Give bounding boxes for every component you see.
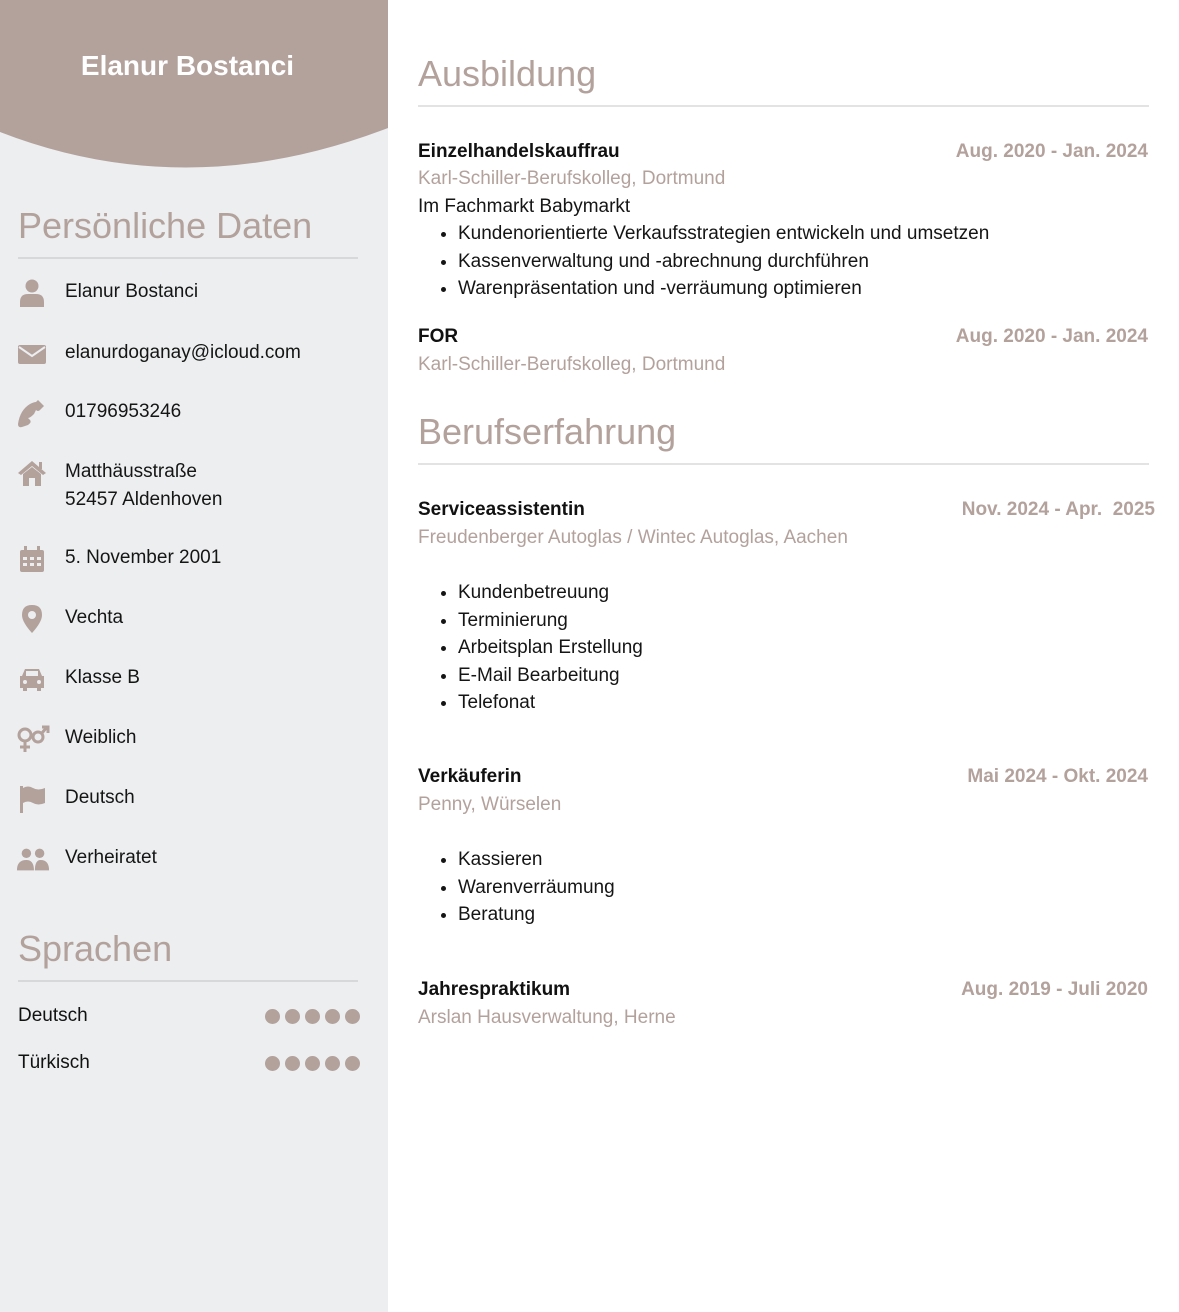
personal-gender-text: Weiblich	[65, 727, 137, 748]
experience-entry-place: Arslan Hausverwaltung, Herne	[418, 1007, 676, 1028]
personal-license-text: Klasse B	[65, 667, 140, 688]
education-divider	[418, 105, 1149, 107]
education-entry-date: Aug. 2020 - Jan. 2024	[955, 141, 1148, 162]
personal-address-text	[65, 458, 222, 514]
flag-icon	[16, 784, 50, 814]
personal-item-marital	[16, 844, 376, 874]
address-city: 52457 Aldenhoven	[65, 489, 223, 510]
level-dot	[305, 1056, 320, 1071]
envelope-icon	[16, 339, 50, 369]
personal-item-name	[16, 278, 376, 308]
experience-entry-title: Serviceassistentin	[418, 499, 585, 520]
header-name: Elanur Bostanci	[80, 50, 295, 81]
header-banner	[0, 0, 388, 168]
education-entry-title: FOR	[418, 326, 459, 347]
language-level-dots	[265, 1056, 360, 1071]
list-item: • Kundenorientierte Verkaufsstrategien entwickeln und umsetzen	[458, 220, 989, 248]
list-item: • Kassenverwaltung und -abrechnung durchführen	[458, 248, 989, 276]
experience-entry-bullets	[418, 579, 643, 717]
experience-heading: Berufserfahrung	[418, 411, 677, 452]
list-item: • Beratung	[458, 901, 615, 929]
experience-entry-title: Jahrespraktikum	[418, 979, 571, 1000]
level-dot	[345, 1009, 360, 1024]
list-item: • Kundenbetreuung	[458, 579, 643, 607]
personal-marital-text: Verheiratet	[65, 847, 157, 868]
level-dot	[265, 1009, 280, 1024]
personal-nationality-text: Deutsch	[65, 787, 135, 808]
education-entry-title: Einzelhandelskauffrau	[418, 141, 620, 162]
languages-divider	[18, 980, 358, 982]
level-dot	[345, 1056, 360, 1071]
personal-data-divider	[18, 257, 358, 259]
experience-entry-place: Penny, Würselen	[418, 794, 562, 815]
personal-name-text: Elanur Bostanci	[65, 281, 199, 302]
address-street: Matthäusstraße	[65, 461, 197, 482]
list-item: • Warenverräumung	[458, 874, 615, 902]
education-entry-place: Karl-Schiller-Berufskolleg, Dortmund	[418, 168, 726, 189]
personal-item-license	[16, 664, 376, 694]
list-item: • Warenpräsentation und -verräumung optimieren	[458, 275, 989, 303]
education-entry-description: Im Fachmarkt Babymarkt	[418, 196, 631, 217]
sidebar	[0, 0, 388, 1312]
map-pin-icon	[16, 604, 50, 634]
personal-item-address	[16, 458, 376, 514]
experience-entry-date: Nov. 2024 - Apr. 2025	[961, 499, 1155, 520]
phone-icon	[16, 398, 50, 428]
education-entry-bullets	[418, 220, 989, 303]
personal-birthdate-text: 5. November 2001	[65, 547, 222, 568]
personal-data-heading: Persönliche Daten	[18, 205, 313, 246]
calendar-icon	[16, 544, 50, 574]
language-level-dots	[265, 1009, 360, 1024]
education-entry-place: Karl-Schiller-Berufskolleg, Dortmund	[418, 354, 726, 375]
level-dot	[305, 1009, 320, 1024]
person-icon	[16, 278, 50, 308]
personal-item-birthplace	[16, 604, 376, 634]
experience-entry-bullets	[418, 846, 615, 929]
list-item: • Kassieren	[458, 846, 615, 874]
experience-entry-title: Verkäuferin	[418, 766, 522, 787]
gender-icon	[16, 724, 50, 754]
experience-entry-date: Aug. 2019 - Juli 2020	[961, 979, 1148, 1000]
education-entry-date: Aug. 2020 - Jan. 2024	[955, 326, 1148, 347]
experience-entry-date: Mai 2024 - Okt. 2024	[967, 766, 1148, 787]
personal-item-phone	[16, 398, 376, 428]
home-icon	[16, 458, 50, 488]
personal-item-gender	[16, 724, 376, 754]
car-icon	[16, 664, 50, 694]
list-item: • E-Mail Bearbeitung	[458, 662, 643, 690]
experience-entry-place: Freudenberger Autoglas / Wintec Autoglas, Aachen	[418, 527, 848, 548]
level-dot	[325, 1009, 340, 1024]
education-heading: Ausbildung	[418, 53, 597, 94]
personal-phone-text: 01796953246	[65, 401, 182, 422]
personal-item-nationality	[16, 784, 376, 814]
experience-divider	[418, 463, 1149, 465]
level-dot	[265, 1056, 280, 1071]
level-dot	[325, 1056, 340, 1071]
level-dot	[285, 1009, 300, 1024]
list-item: • Arbeitsplan Erstellung	[458, 634, 643, 662]
list-item: • Telefonat	[458, 689, 643, 717]
personal-item-email	[16, 339, 376, 369]
list-item: • Terminierung	[458, 607, 643, 635]
language-name: Türkisch	[18, 1052, 90, 1073]
level-dot	[285, 1056, 300, 1071]
users-icon	[16, 844, 50, 874]
language-name: Deutsch	[18, 1005, 88, 1026]
languages-heading: Sprachen	[18, 928, 173, 969]
personal-item-birthdate	[16, 544, 376, 574]
personal-email-text: elanurdoganay@icloud.com	[65, 342, 301, 363]
personal-birthplace-text: Vechta	[65, 607, 124, 628]
